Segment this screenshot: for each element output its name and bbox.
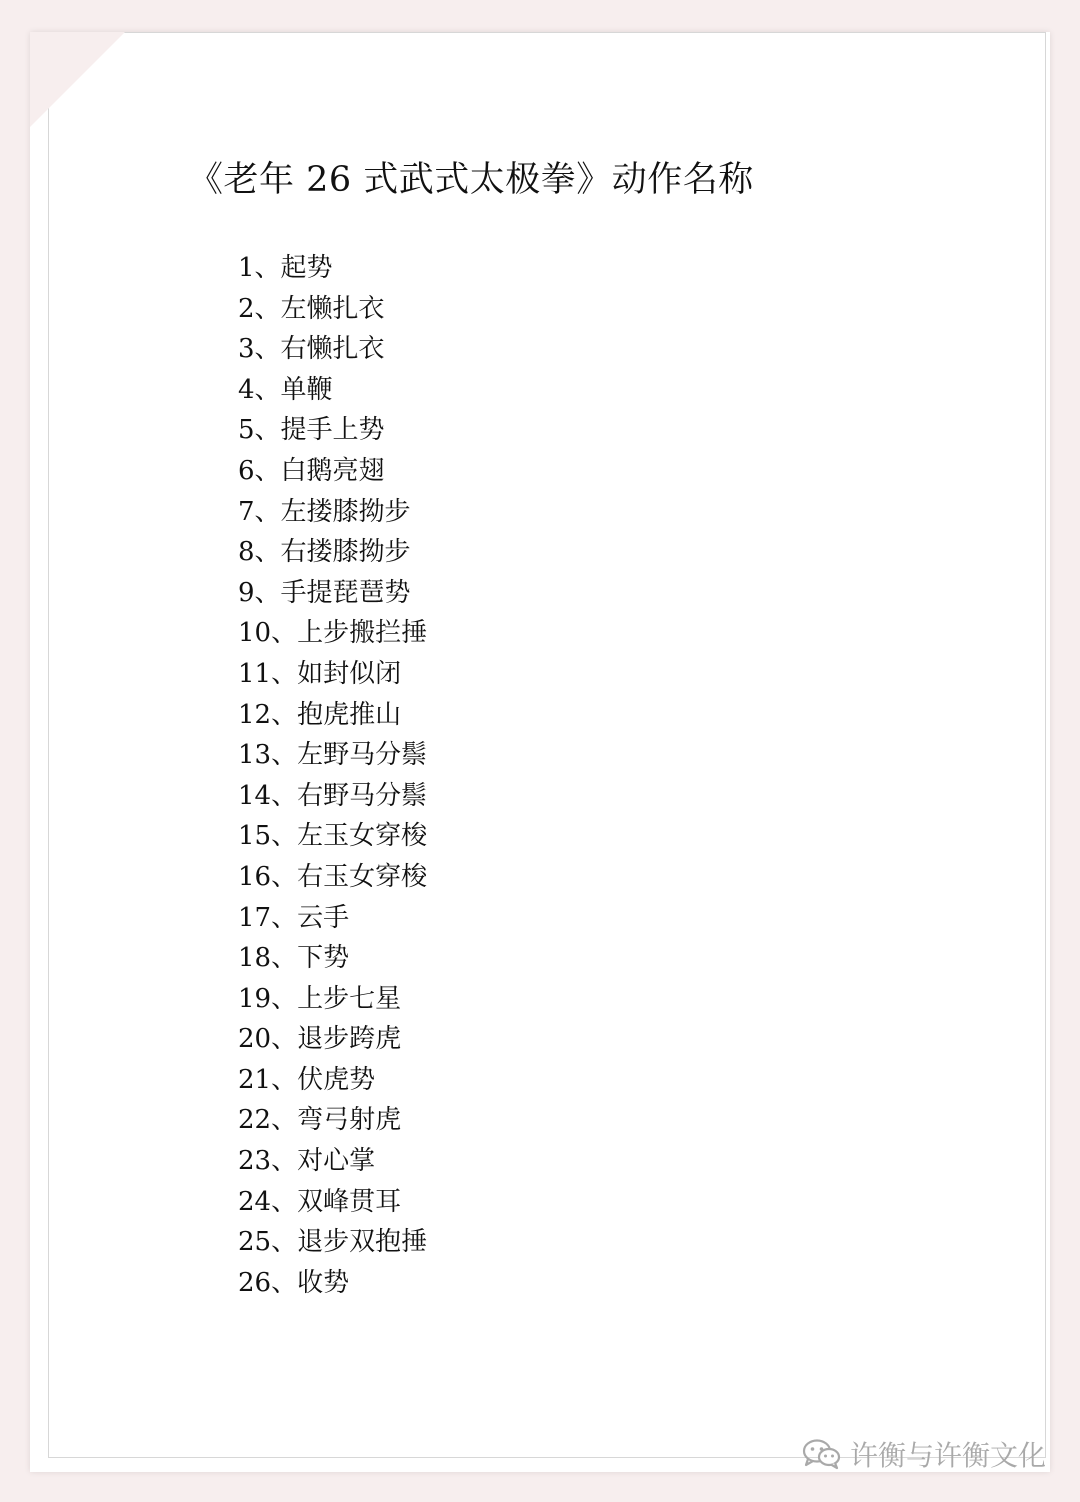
item-name: 上步搬拦捶 <box>297 618 428 649</box>
list-item <box>238 776 427 817</box>
item-name: 手提琵琶势 <box>280 577 411 608</box>
list-item <box>238 1100 427 1141</box>
item-number: 7、 <box>238 496 281 527</box>
item-number: 12、 <box>238 699 298 730</box>
item-name: 左野马分鬃 <box>297 740 428 771</box>
list-item <box>238 1019 427 1060</box>
list-item <box>238 329 427 370</box>
item-number: 6、 <box>238 455 281 486</box>
item-name: 收势 <box>297 1267 350 1298</box>
list-item <box>238 248 427 289</box>
item-number: 19、 <box>238 983 298 1014</box>
item-number: 22、 <box>238 1105 298 1136</box>
item-number: 13、 <box>238 740 298 771</box>
item-number: 23、 <box>238 1146 298 1177</box>
item-name: 单鞭 <box>280 374 333 405</box>
item-name: 抱虎推山 <box>297 699 402 730</box>
list-item <box>238 1182 427 1223</box>
item-name: 白鹅亮翅 <box>280 455 385 486</box>
wechat-icon <box>802 1438 842 1470</box>
page-frame <box>48 32 1046 1458</box>
list-item <box>238 1263 427 1304</box>
document-page <box>30 32 1050 1472</box>
item-number: 5、 <box>238 415 281 446</box>
list-item <box>238 370 427 411</box>
list-item <box>238 898 427 939</box>
item-name: 伏虎势 <box>297 1064 376 1095</box>
item-name: 如封似闭 <box>297 658 402 689</box>
list-item <box>238 1222 427 1263</box>
item-name: 对心掌 <box>297 1146 376 1177</box>
list-item <box>238 1141 427 1182</box>
watermark <box>802 1434 1046 1474</box>
item-number: 14、 <box>238 780 298 811</box>
item-number: 26、 <box>238 1267 298 1298</box>
list-item <box>238 289 427 330</box>
item-number: 17、 <box>238 902 298 933</box>
item-number: 25、 <box>238 1227 298 1258</box>
item-name: 上步七星 <box>297 983 402 1014</box>
item-name: 退步跨虎 <box>297 1024 402 1055</box>
item-number: 4、 <box>238 374 281 405</box>
item-number: 10、 <box>238 618 298 649</box>
item-number: 9、 <box>238 577 281 608</box>
item-name: 右玉女穿梭 <box>297 861 428 892</box>
list-item <box>238 613 427 654</box>
item-name: 左搂膝拗步 <box>280 496 411 527</box>
item-name: 弯弓射虎 <box>297 1105 402 1136</box>
list-item <box>238 938 427 979</box>
list-item <box>238 735 427 776</box>
item-name: 退步双抱捶 <box>297 1227 428 1258</box>
list-item <box>238 410 427 451</box>
watermark-text: 许衡与许衡文化 <box>849 1439 1046 1472</box>
item-number: 16、 <box>238 861 298 892</box>
list-item <box>238 451 427 492</box>
item-name: 云手 <box>297 902 350 933</box>
item-number: 21、 <box>238 1064 298 1095</box>
page-curl <box>30 32 125 127</box>
list-item <box>238 816 427 857</box>
item-name: 起势 <box>280 253 333 283</box>
item-number: 24、 <box>238 1186 298 1217</box>
item-name: 下势 <box>297 943 350 974</box>
list-item <box>238 654 427 695</box>
item-name: 提手上势 <box>280 415 385 446</box>
item-number: 11、 <box>238 658 298 689</box>
item-name: 左懒扎衣 <box>280 293 385 324</box>
list-item <box>238 492 427 533</box>
item-number: 2、 <box>238 293 281 324</box>
list-item <box>238 573 427 614</box>
item-number: 3、 <box>238 334 281 365</box>
move-list <box>238 248 427 1303</box>
list-item <box>238 532 427 573</box>
item-number: 15、 <box>238 821 298 852</box>
item-number: 8、 <box>238 537 281 568</box>
item-name: 右野马分鬃 <box>297 780 428 811</box>
document-title: 《老年 26 式武式太极拳》动作名称 <box>188 160 754 200</box>
list-item <box>238 979 427 1020</box>
list-item <box>238 695 427 736</box>
item-name: 双峰贯耳 <box>297 1186 402 1217</box>
item-number: 20、 <box>238 1024 298 1055</box>
item-number: 18、 <box>238 943 298 974</box>
item-name: 左玉女穿梭 <box>297 821 428 852</box>
list-item <box>238 1060 427 1101</box>
list-item <box>238 857 427 898</box>
item-number: 1、 <box>238 253 281 283</box>
item-name: 右搂膝拗步 <box>280 537 411 568</box>
item-name: 右懒扎衣 <box>280 334 385 365</box>
